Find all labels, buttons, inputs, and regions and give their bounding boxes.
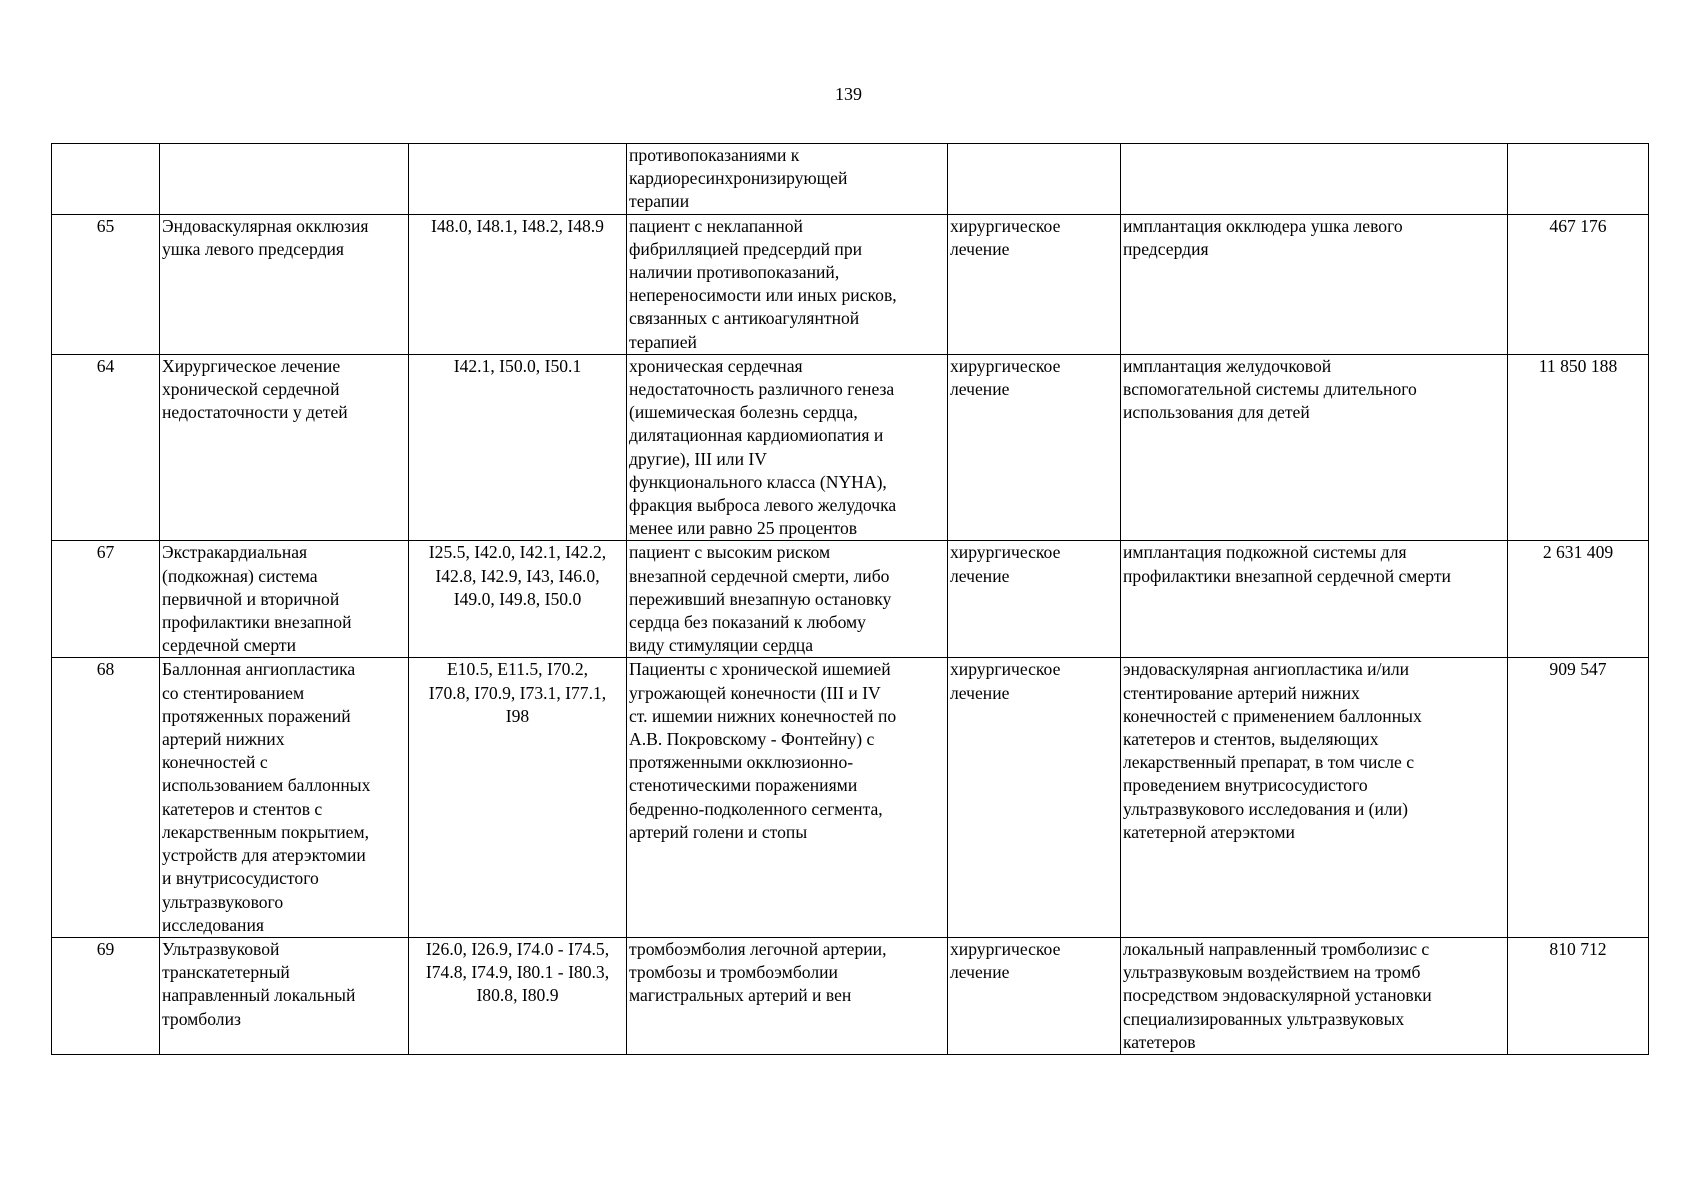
treatment-type-cell — [948, 354, 1121, 541]
cost-cell — [1508, 354, 1649, 541]
patient-model-cell — [627, 658, 948, 937]
treatment-method-cell — [1121, 658, 1508, 937]
patient-model-cell — [627, 144, 948, 215]
treatment-type-cell — [948, 144, 1121, 215]
treatment-method-cell-text: эндоваскулярная ангиопластика и/или стентирование артерий нижних конечностей с применением баллонных катетеров и стентов, выделяющих лекарственный препарат, в том числе с проведением внутрисосудистого ультразвукового исследования и (или) катетерной атерэктоми — [1123, 659, 1422, 842]
treatment-method-cell-text: локальный направленный тромболизис с ультразвуковым воздействием на тромб посредством эндоваскулярной установки специализированных ультразвуковых катетеров — [1123, 938, 1432, 1052]
procedure-name-cell — [160, 541, 409, 658]
row-number-cell — [52, 937, 160, 1054]
patient-model-cell — [627, 354, 948, 541]
row-number-cell-text: 65 — [96, 215, 115, 236]
patient-model-cell-text: пациент с неклапанной фибрилляцией предсердий при наличии противопоказаний, непереносимости или иных рисков, связанных с антикоагулянтной терапией — [629, 215, 897, 352]
diagnosis-codes-cell-text: I48.0, I48.1, I48.2, I48.9 — [431, 215, 604, 236]
diagnosis-codes-cell — [409, 354, 627, 541]
cost-cell — [1508, 937, 1649, 1054]
procedure-name-cell-text: Баллонная ангиопластика со стентированием протяженных поражений артерий нижних конечностей с использованием баллонных катетеров и стентов с лекарственным покрытием, устройств для атерэктомии и внутрисосудистого ультразвукового исследования — [162, 659, 371, 935]
treatment-type-cell-text: хирургическое лечение — [950, 542, 1061, 586]
treatment-method-cell — [1121, 541, 1508, 658]
procedure-name-cell — [160, 354, 409, 541]
patient-model-cell-text: пациент с высоким риском внезапной сердечной смерти, либо переживший внезапную остановку сердца без показаний к любому виду стимуляции сердца — [629, 542, 892, 656]
table-row — [52, 354, 1649, 541]
treatment-method-cell-text: имплантация окклюдера ушка левого предсердия — [1123, 215, 1403, 259]
diagnosis-codes-cell — [409, 937, 627, 1054]
diagnosis-codes-cell — [409, 541, 627, 658]
patient-model-cell — [627, 541, 948, 658]
treatment-type-cell — [948, 541, 1121, 658]
patient-model-cell-text: хроническая сердечная недостаточность различного генеза (ишемическая болезнь сердца, дилятационная кардиомиопатия и другие), III или IV функционального класса (NYHA), фракция выброса левого желудочка менее или равно 25 процентов — [629, 355, 897, 539]
row-number-cell — [52, 541, 160, 658]
row-number-cell-text: 67 — [96, 542, 115, 563]
procedure-name-cell-text: Хирургическое лечение хронической сердечной недостаточности у детей — [162, 355, 348, 423]
treatment-method-cell — [1121, 214, 1508, 354]
diagnosis-codes-cell-text: I26.0, I26.9, I74.0 - I74.5, I74.8, I74.9, I80.1 - I80.3, I80.8, I80.9 — [425, 938, 610, 1006]
cost-cell-text: 2 631 409 — [1542, 542, 1614, 563]
procedures-table — [51, 143, 1649, 1055]
procedure-name-cell-text: Ультразвуковой транскатетерный направленный локальный тромболиз — [162, 938, 356, 1029]
procedure-name-cell — [160, 658, 409, 937]
table-row — [52, 658, 1649, 937]
cost-cell — [1508, 541, 1649, 658]
table-row — [52, 541, 1649, 658]
procedure-name-cell-text: Экстракардиальная (подкожная) система первичной и вторичной профилактики внезапной сердечной смерти — [162, 542, 352, 656]
cost-cell — [1508, 658, 1649, 937]
row-number-cell — [52, 354, 160, 541]
treatment-method-cell — [1121, 144, 1508, 215]
treatment-type-cell-text: хирургическое лечение — [950, 215, 1061, 259]
cost-cell-text: 11 850 188 — [1538, 355, 1618, 376]
treatment-method-cell — [1121, 937, 1508, 1054]
cost-cell-text: 909 547 — [1549, 659, 1607, 680]
procedure-name-cell — [160, 144, 409, 215]
row-number-cell — [52, 214, 160, 354]
treatment-type-cell-text: хирургическое лечение — [950, 355, 1061, 400]
diagnosis-codes-cell-text: E10.5, E11.5, I70.2, I70.8, I70.9, I73.1, I77.1, I98 — [428, 659, 607, 726]
row-number-cell — [52, 144, 160, 215]
patient-model-cell-text: Пациенты с хронической ишемией угрожающей конечности (III и IV ст. ишемии нижних конечностей по А.В. Покровскому - Фонтейну) с протяженными окклюзионно- стенотическими поражениями бедренно-подколенного сегмента, артерий голени и стопы — [629, 659, 897, 842]
treatment-type-cell — [948, 658, 1121, 937]
row-number-cell — [52, 658, 160, 937]
cost-cell-text: 810 712 — [1549, 938, 1607, 959]
treatment-type-cell-text: хирургическое лечение — [950, 938, 1061, 983]
table-row — [52, 144, 1649, 215]
cost-cell — [1508, 214, 1649, 354]
diagnosis-codes-cell-text: I42.1, I50.0, I50.1 — [453, 355, 582, 376]
table-row — [52, 937, 1649, 1054]
patient-model-cell — [627, 214, 948, 354]
diagnosis-codes-cell — [409, 658, 627, 937]
treatment-type-cell — [948, 214, 1121, 354]
table-row — [52, 214, 1649, 354]
patient-model-cell-text: тромбоэмболия легочной артерии, тромбозы и тромбоэмболии магистральных артерий и вен — [629, 938, 887, 1006]
patient-model-cell — [627, 937, 948, 1054]
procedure-name-cell-text: Эндоваскулярная окклюзия ушка левого предсердия — [162, 215, 369, 259]
row-number-cell-text: 69 — [96, 938, 115, 959]
diagnosis-codes-cell — [409, 214, 627, 354]
procedure-name-cell — [160, 937, 409, 1054]
patient-model-cell-text: противопоказаниями к кардиоресинхронизирующей терапии — [629, 145, 848, 212]
treatment-type-cell-text: хирургическое лечение — [950, 659, 1061, 703]
treatment-method-cell-text: имплантация подкожной системы для профилактики внезапной сердечной смерти — [1123, 542, 1451, 586]
row-number-cell-text: 68 — [96, 659, 115, 680]
cost-cell-text: 467 176 — [1549, 215, 1607, 236]
page-number: 139 — [835, 84, 862, 104]
treatment-type-cell — [948, 937, 1121, 1054]
treatment-method-cell-text: имплантация желудочковой вспомогательной системы длительного использования для детей — [1123, 355, 1417, 423]
treatment-method-cell — [1121, 354, 1508, 541]
diagnosis-codes-cell — [409, 144, 627, 215]
row-number-cell-text: 64 — [96, 355, 115, 376]
diagnosis-codes-cell-text: I25.5, I42.0, I42.1, I42.2, I42.8, I42.9, I43, I46.0, I49.0, I49.8, I50.0 — [428, 542, 607, 609]
cost-cell — [1508, 144, 1649, 215]
procedure-name-cell — [160, 214, 409, 354]
